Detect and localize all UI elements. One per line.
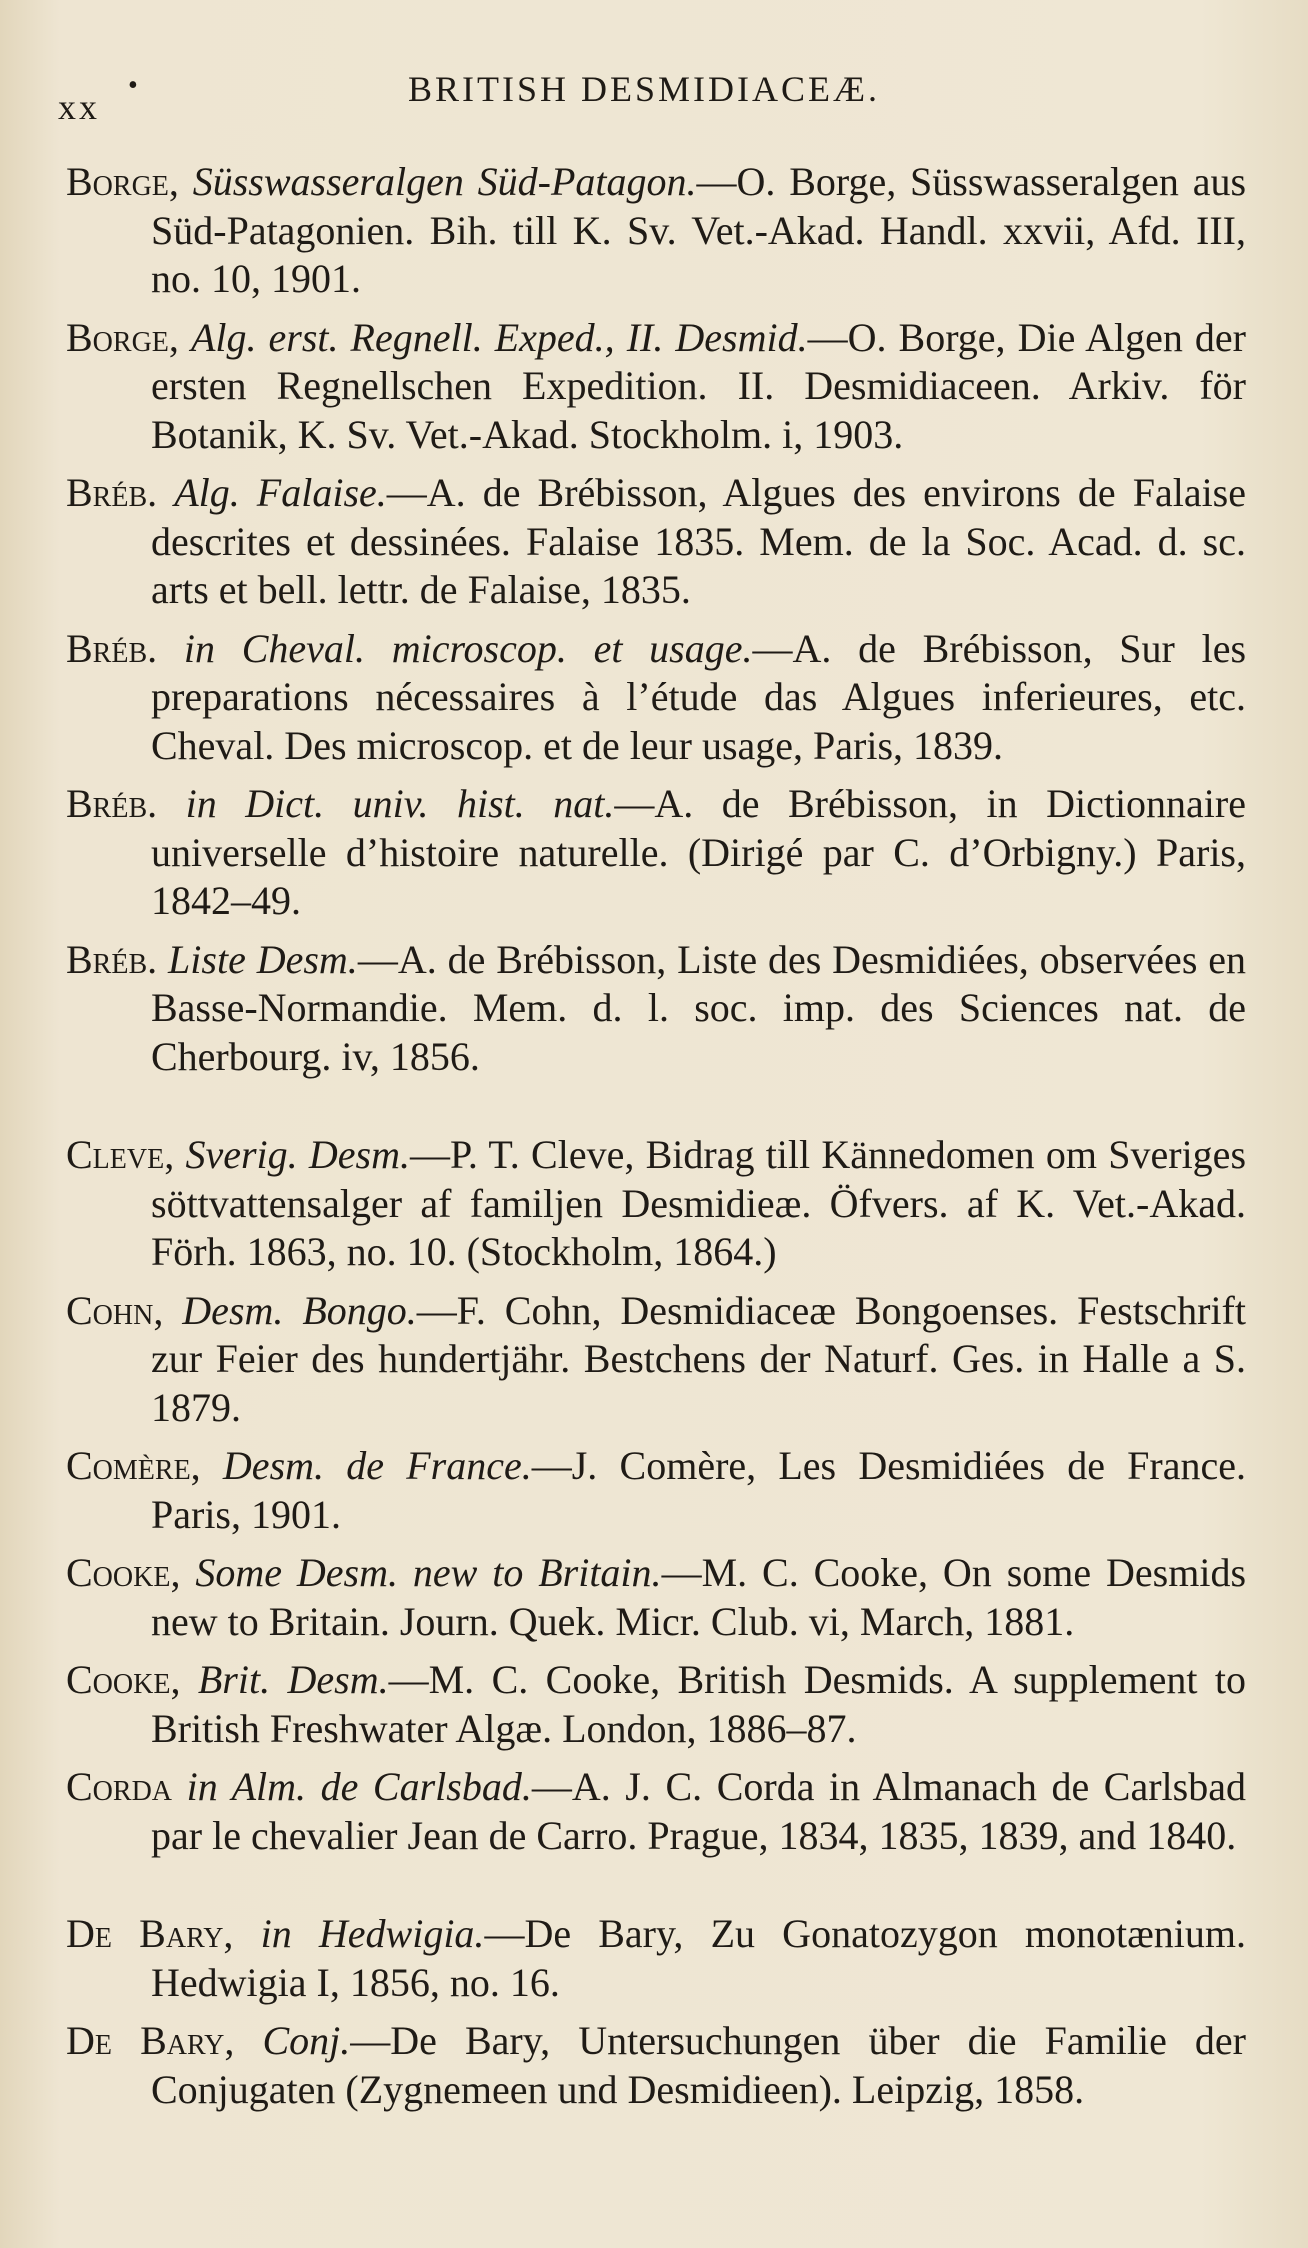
entry-short-title: Alg. Falaise. [174, 470, 387, 515]
entry-full-reference: —A. de Brébisson, Algues des environs de Falaise descrites et dessinées. Falaise 1835. Mem. de la Soc. Acad. d. sc. arts et bell. lettr. de Falaise, 1835. [151, 470, 1247, 612]
bibliography-entry [66, 1763, 1246, 1860]
entry-author: De Bary, [66, 1911, 234, 1956]
entry-author: Cooke, [66, 1657, 181, 1702]
entry-full-reference: —M. C. Cooke, British Desmids. A supplement to British Freshwater Algæ. London, 1886–87. [151, 1657, 1246, 1751]
entry-full-reference: —De Bary, Zu Gonatozygon monotænium. Hedwigia I, 1856, no. 16. [151, 1911, 1246, 2005]
entry-short-title: Sverig. Desm. [185, 1132, 410, 1177]
bibliography-entry [66, 1442, 1246, 1539]
entry-full-reference: —F. Cohn, Desmidiaceæ Bongoenses. Festschrift zur Feier des hundertjähr. Bestchens der Naturf. Ges. in Halle a S. 1879. [151, 1287, 1246, 1430]
running-head [58, 62, 1248, 127]
entry-short-title: Alg. erst. Regnell. Exped., II. Desmid. [190, 314, 808, 360]
bibliography-list [66, 158, 1246, 2124]
entry-short-title: Desm. de France. [222, 1443, 532, 1488]
bibliography-entry [66, 469, 1246, 615]
entry-author: Corda [66, 1764, 173, 1809]
bibliography-entry [66, 625, 1246, 771]
entry-short-title: Süsswasseralgen Süd-Patagon. [192, 159, 697, 204]
bibliography-entry [66, 780, 1246, 926]
bibliography-entry [66, 1287, 1246, 1433]
entry-short-title: in Dict. univ. hist. nat. [185, 781, 615, 826]
bibliography-entry [66, 1131, 1246, 1277]
entry-full-reference: —De Bary, Untersuchungen über die Familie der Conjugaten (Zygnemeen und Desmidieen). Leipzig, 1858. [151, 2018, 1247, 2112]
entry-author: Cohn, [66, 1287, 164, 1333]
entry-short-title: Brit. Desm. [197, 1657, 389, 1702]
entry-full-reference: —A. de Brébisson, in Dictionnaire universelle d’histoire naturelle. (Dirigé par C. d’Orbigny.) Paris, 1842–49. [151, 781, 1246, 923]
entry-author: Bréb. [66, 936, 158, 982]
bibliography-entry [66, 936, 1246, 1082]
entry-full-reference: —P. T. Cleve, Bidrag till Kännedomen om Sveriges söttvattensalger af familjen Desmidieæ. Öfvers. af K. Vet.-Akad. Förh. 1863, no. 10. (Stockholm, 1864.) [151, 1132, 1247, 1274]
entry-short-title: in Cheval. microscop. et usage. [183, 625, 753, 671]
entry-author: Bréb. [66, 470, 158, 515]
entry-author: Borge, [66, 159, 179, 204]
entry-full-reference: —O. Borge, Die Algen der ersten Regnellschen Expedition. II. Desmidiaceen. Arkiv. för Botanik, K. Sv. Vet.-Akad. Stockholm. i, 1903. [151, 314, 1246, 457]
page-number: xx [58, 87, 100, 127]
bibliography-entry [66, 314, 1246, 460]
entry-author: Cooke, [66, 1550, 181, 1595]
entry-full-reference: —J. Comère, Les Desmidiées de France. Paris, 1901. [151, 1443, 1247, 1537]
entry-short-title: in Hedwigia. [260, 1911, 485, 1956]
entry-short-title: Conj. [262, 2018, 351, 2063]
bibliography-entry [66, 158, 1246, 304]
entry-author: De Bary, [66, 2018, 235, 2063]
running-title: BRITISH DESMIDIACEÆ. [408, 69, 881, 109]
entry-full-reference: —O. Borge, Süsswasseralgen aus Süd-Patagonien. Bih. till K. Sv. Vet.-Akad. Handl. xxvii, Afd. III, no. 10, 1901. [151, 159, 1247, 301]
entry-full-reference: —M. C. Cooke, On some Desmids new to Britain. Journ. Quek. Micr. Club. vi, March, 1881. [151, 1550, 1247, 1644]
entry-short-title: Desm. Bongo. [182, 1287, 417, 1333]
entry-short-title: Liste Desm. [168, 936, 358, 982]
entry-full-reference: —A. J. C. Corda in Almanach de Carlsbad par le chevalier Jean de Carro. Prague, 1834, 1835, 1839, and 1840. [151, 1764, 1246, 1858]
bibliography-entry [66, 1910, 1246, 2007]
entry-full-reference: —A. de Brébisson, Liste des Desmidiées, observées en Basse-Normandie. Mem. d. l. soc. imp. des Sciences nat. de Cherbourg. iv, 1856. [151, 936, 1247, 1079]
bibliography-entry [66, 2017, 1246, 2114]
bibliography-entry [66, 1656, 1246, 1753]
header-dot: • [128, 70, 138, 101]
entry-full-reference: —A. de Brébisson, Sur les preparations nécessaires à l’étude das Algues inferieures, etc. Cheval. Des microscop. et de leur usage, Paris, 1839. [151, 625, 1247, 768]
entry-short-title: Some Desm. new to Britain. [195, 1550, 662, 1595]
entry-author: Bréb. [66, 781, 158, 826]
entry-author: Cleve, [66, 1132, 175, 1177]
entry-author: Bréb. [66, 625, 158, 671]
entry-short-title: in Alm. de Carlsbad. [186, 1764, 532, 1809]
entry-author: Comère, [66, 1443, 201, 1488]
bibliography-entry [66, 1549, 1246, 1646]
entry-author: Borge, [66, 314, 179, 360]
